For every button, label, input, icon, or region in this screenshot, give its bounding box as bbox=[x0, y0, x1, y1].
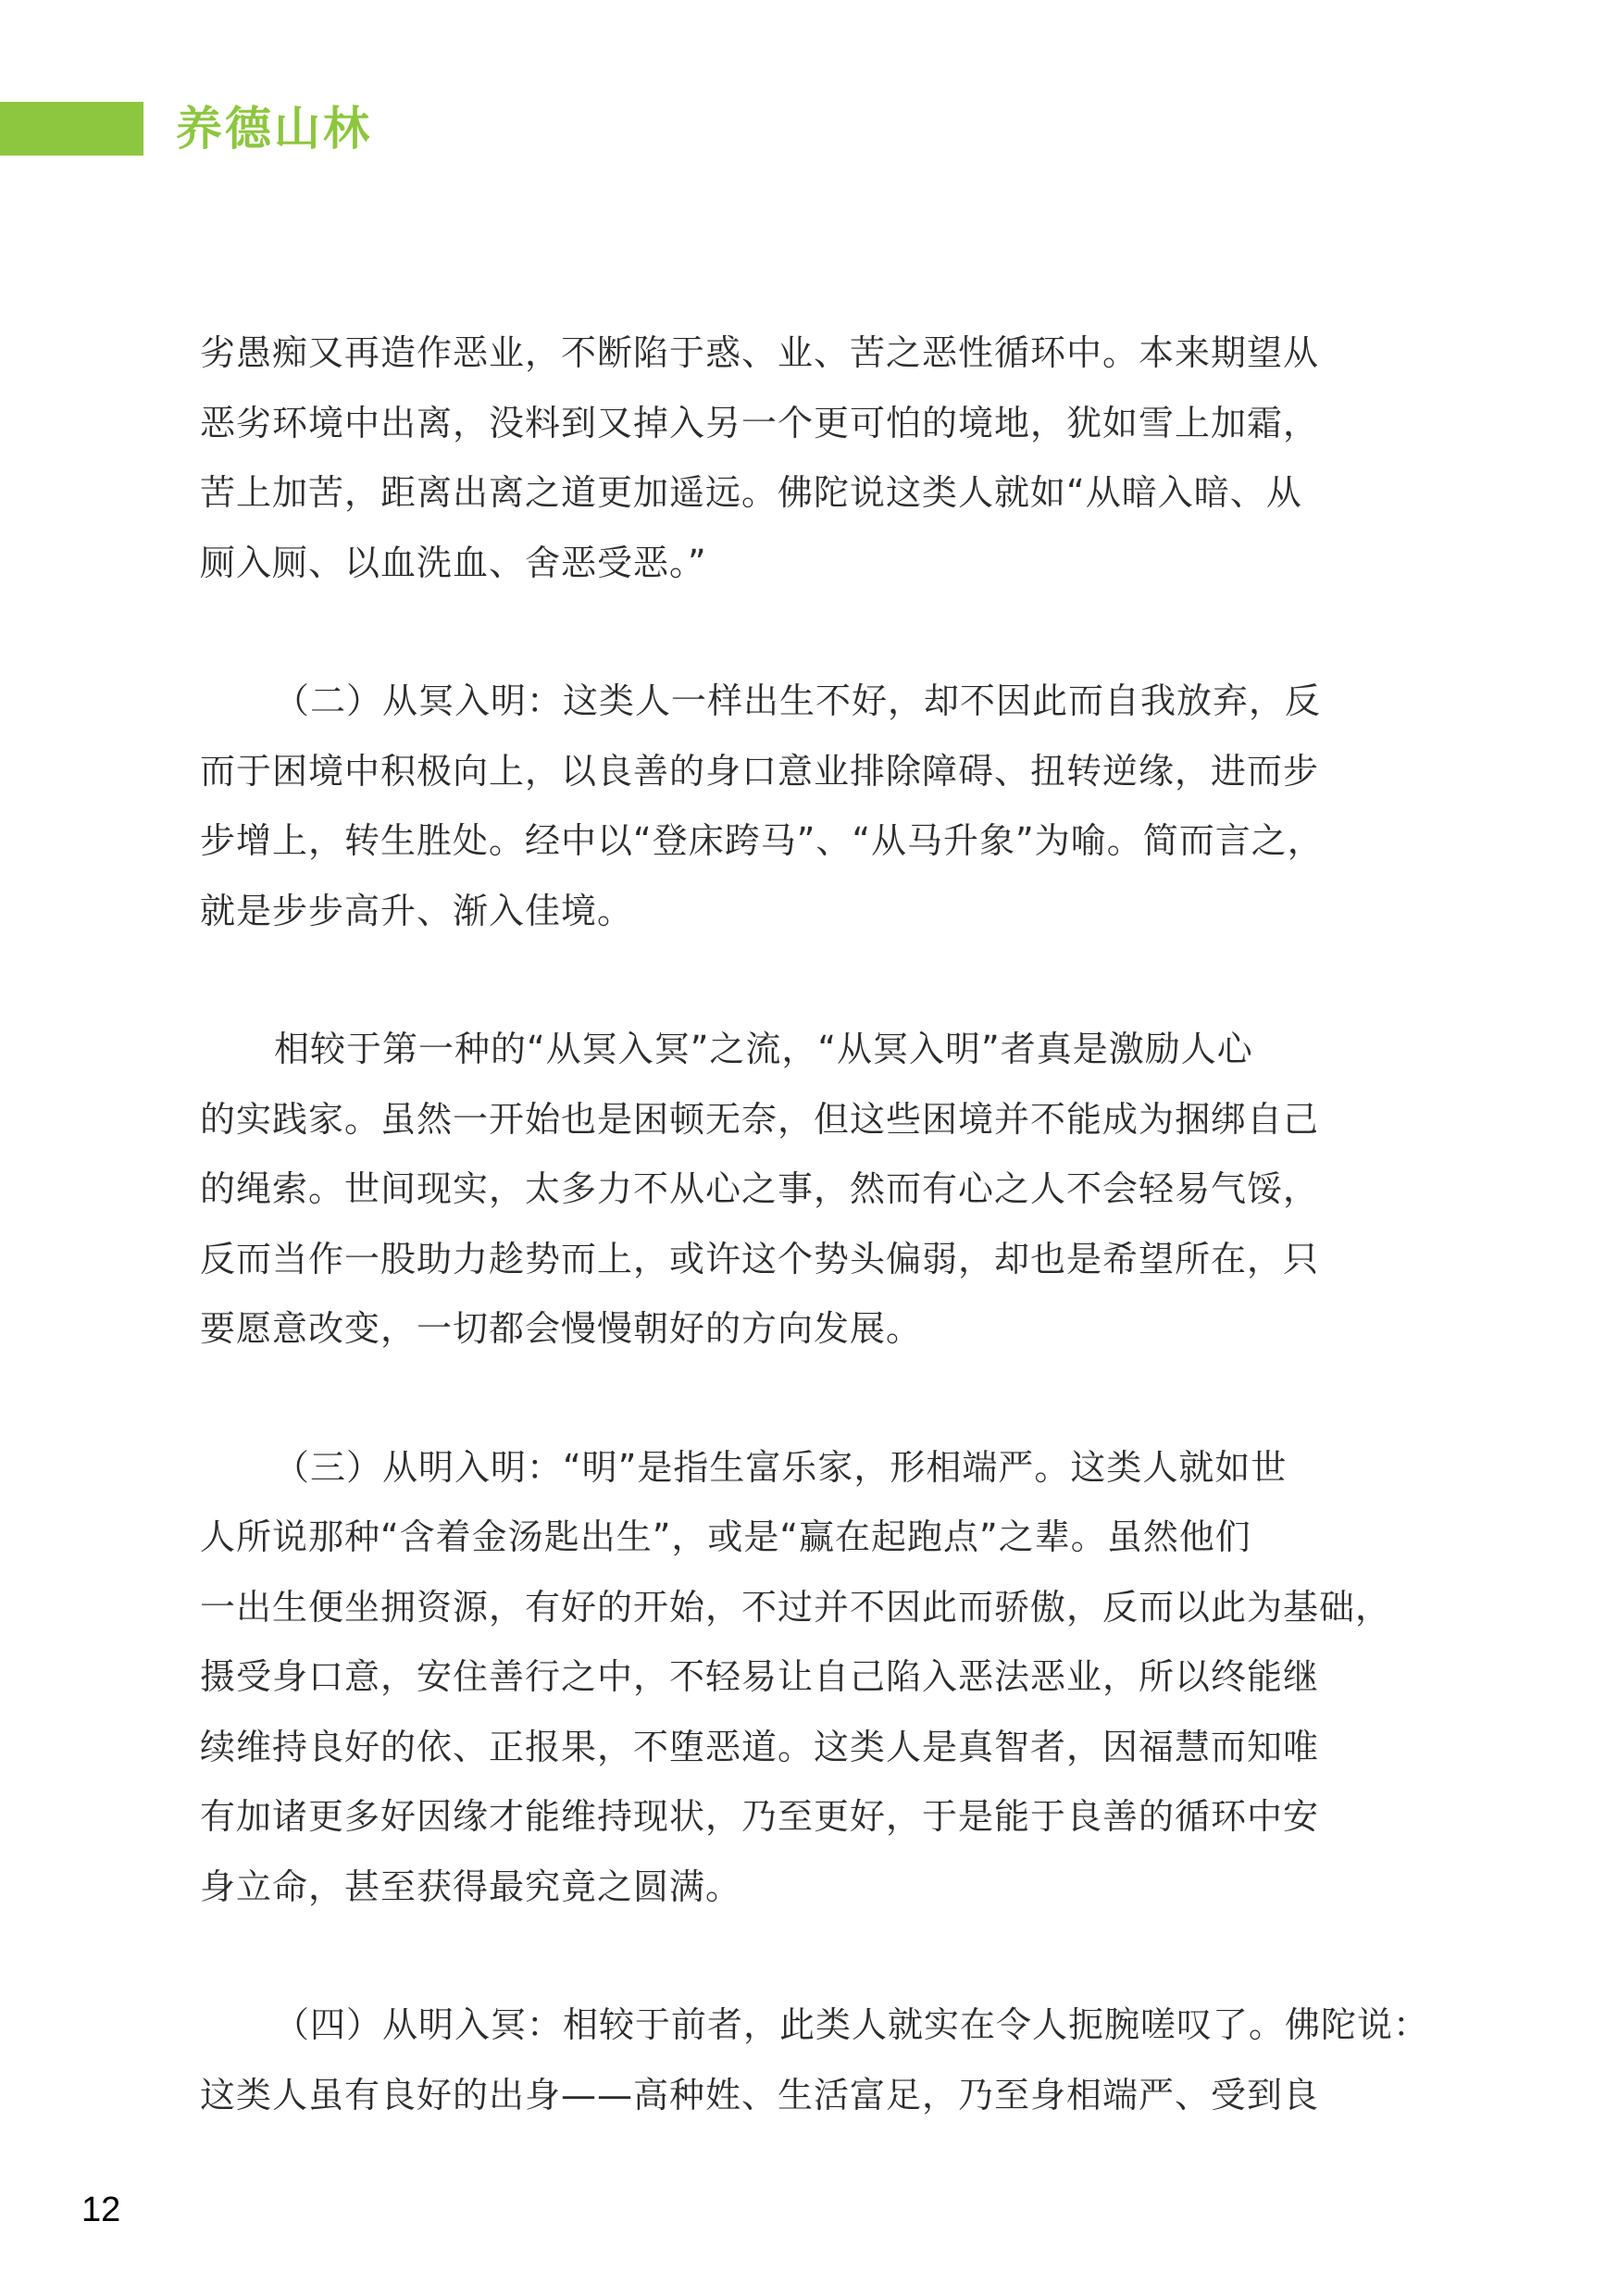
paragraph bbox=[200, 1990, 1431, 2130]
text-line: 相较于第一种的“从冥入冥”之流，“从冥入明”者真是激励人心 bbox=[274, 1029, 1253, 1069]
text-line: 的实践家。虽然一开始也是困顿无奈，但这些困境并不能成为捆绑自己 bbox=[200, 1098, 1320, 1140]
text-line: 这类人虽有良好的出身——高种姓、生活富足，乃至身相端严、受到良 bbox=[200, 2074, 1320, 2115]
text-line: （三）从明入明：“明”是指生富乐家，形相端严。这类人就如世 bbox=[274, 1446, 1288, 1488]
text-line: 续维持良好的依、正报果，不堕恶道。这类人是真智者，因福慧而知唯 bbox=[200, 1726, 1320, 1767]
text-line: 一出生便坐拥资源，有好的开始，不过并不因此而骄傲，反而以此为基础， bbox=[200, 1586, 1392, 1628]
paragraph bbox=[200, 1433, 1431, 1923]
text-line: 摄受身口意，安住善行之中，不轻易让自己陷入恶法恶业，所以终能继 bbox=[200, 1656, 1320, 1697]
text-line: （二）从冥入明：这类人一样出生不好，却不因此而自我放弃，反 bbox=[274, 680, 1322, 721]
text-line: （四）从明入冥：相较于前者，此类人就实在令人扼腕嗟叹了。佛陀说： bbox=[274, 2004, 1430, 2045]
text-line: 劣愚痴又再造作恶业，不断陷于惑、业、苦之恶性循环中。本来期望从 bbox=[200, 332, 1320, 373]
text-line: 而于困境中积极向上，以良善的身口意业排除障碍、扭转逆缘，进而步 bbox=[200, 750, 1320, 792]
paragraph bbox=[200, 667, 1431, 946]
paragraph bbox=[200, 318, 1431, 598]
text-line: 人所说那种“含着金汤匙出生”，或是“赢在起跑点”之辈。虽然他们 bbox=[200, 1516, 1251, 1557]
text-line: 有加诸更多好因缘才能维持现状，乃至更好，于是能于良善的循环中安 bbox=[200, 1796, 1320, 1837]
text-line: 厕入厕、以血洗血、舍恶受恶。” bbox=[200, 542, 707, 583]
text-line: 反而当作一股助力趁势而上，或许这个势头偏弱，却也是希望所在，只 bbox=[200, 1238, 1320, 1279]
text-line: 步增上，转生胜处。经中以“登床跨马”、“从马升象”为喻。简而言之， bbox=[200, 820, 1324, 861]
page-number: 12 bbox=[81, 2190, 121, 2229]
text-line: 要愿意改变，一切都会慢慢朝好的方向发展。 bbox=[200, 1308, 923, 1349]
text-line: 的绳索。世间现实，太多力不从心之事，然而有心之人不会轻易气馁， bbox=[200, 1168, 1320, 1209]
running-header-title: 养德山林 bbox=[176, 102, 372, 156]
body-text bbox=[200, 318, 1431, 2130]
header-accent-bar bbox=[0, 102, 143, 156]
text-line: 苦上加苦，距离出离之道更加遥远。佛陀说这类人就如“从暗入暗、从 bbox=[200, 472, 1302, 513]
text-line: 恶劣环境中出离，没料到又掉入另一个更可怕的境地，犹如雪上加霜， bbox=[200, 402, 1320, 443]
text-line: 身立命，甚至获得最究竟之圆满。 bbox=[200, 1866, 742, 1907]
text-line: 就是步步高升、渐入佳境。 bbox=[200, 890, 634, 931]
paragraph bbox=[200, 1015, 1431, 1365]
